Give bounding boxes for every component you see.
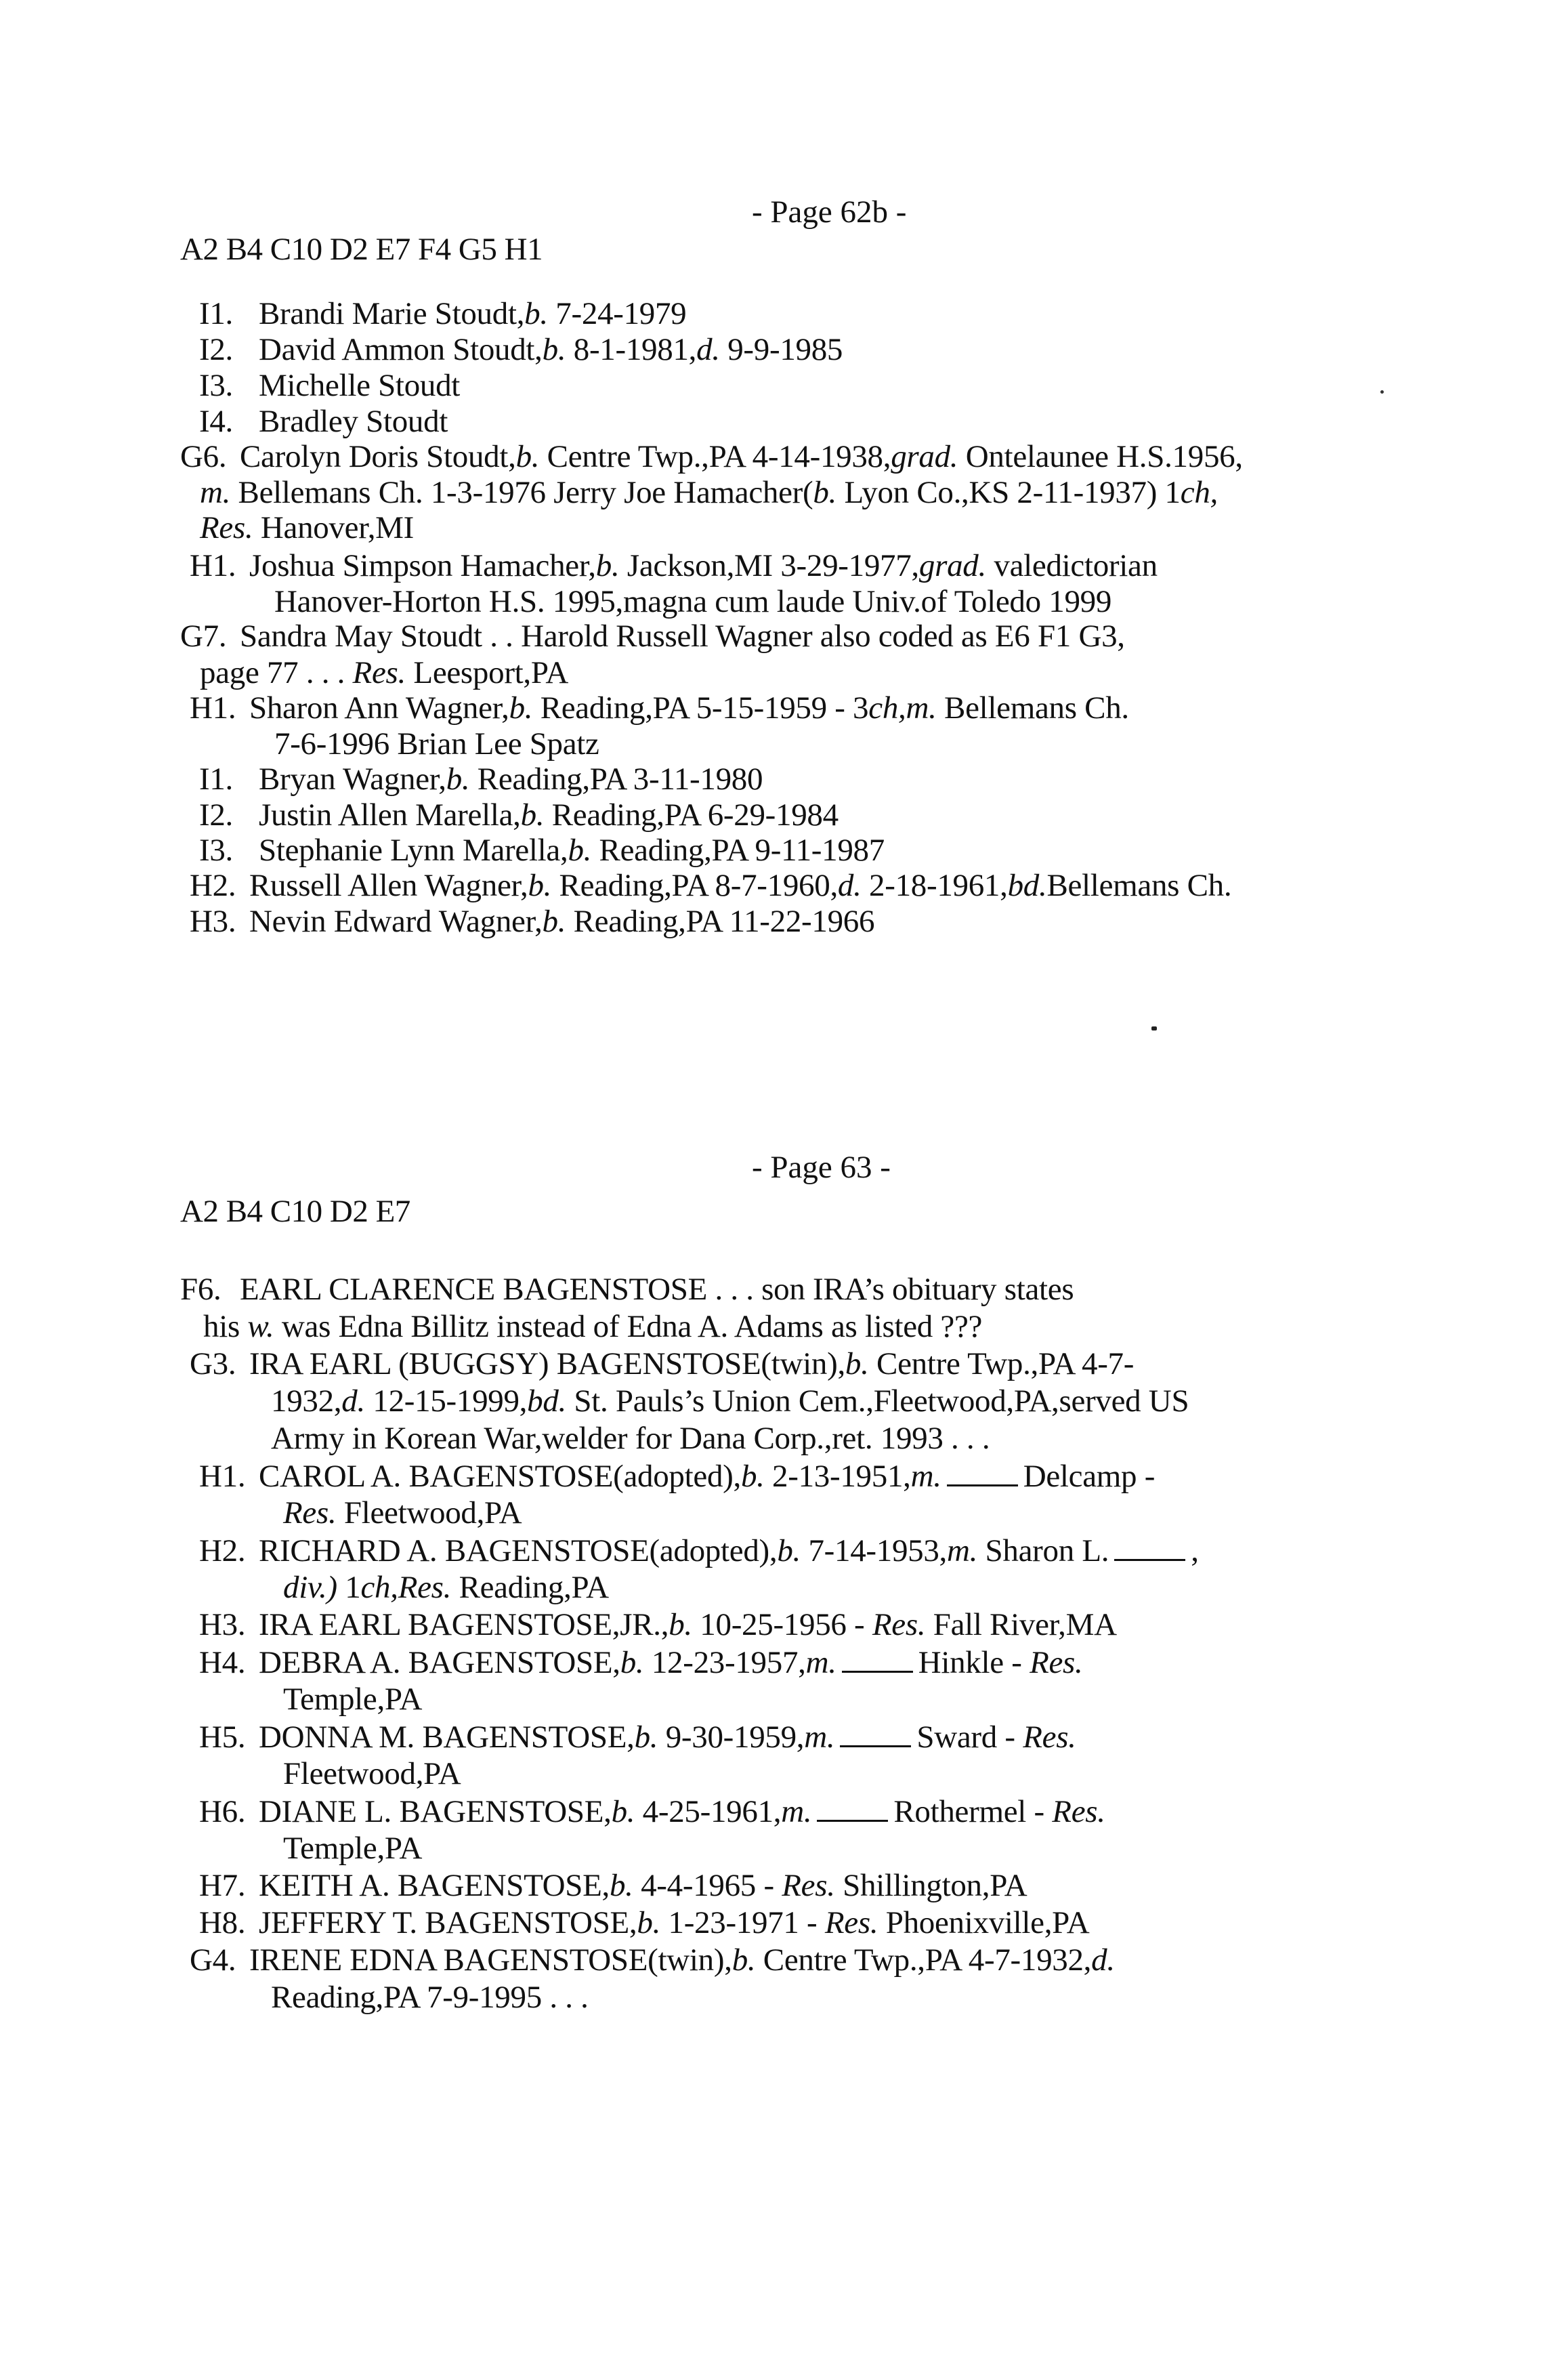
entry-text: DEBRA A. BAGENSTOSE,: [259, 1645, 620, 1680]
entry-line: [203, 1311, 982, 1343]
entry-line: [190, 870, 1231, 902]
entry-text: Reading,PA: [451, 1570, 609, 1605]
abbreviation: m.: [805, 1645, 836, 1680]
entry-text: Lyon Co.,KS 2-11-1937) 1: [836, 475, 1181, 510]
entry-text: RICHARD A. BAGENSTOSE(adopted),: [259, 1533, 778, 1568]
abbreviation: d.: [1091, 1942, 1115, 1978]
entry-text: Joshua Simpson Hamacher,: [249, 548, 596, 583]
entry-text: valedictorian: [986, 548, 1158, 583]
generation-code: F6.: [180, 1272, 221, 1307]
entry-line: [180, 621, 1125, 652]
entry-line: [200, 657, 568, 689]
abbreviation: m.: [200, 475, 231, 510]
entry-line: [199, 1609, 1117, 1641]
entry-text: Fleetwood,PA: [283, 1756, 461, 1791]
entry-text: Michelle Stoudt: [259, 368, 461, 403]
generation-code-header: A2 B4 C10 D2 E7: [180, 1194, 410, 1229]
abbreviation: b.: [515, 439, 540, 474]
entry-text: KEITH A. BAGENSTOSE,: [259, 1868, 610, 1903]
entry-line: [190, 1944, 1115, 1976]
entry-text: 12-15-1999,: [364, 1383, 528, 1419]
generation-code: G7.: [180, 619, 227, 654]
entry-text: was Edna Billitz instead of Edna A. Adams as listed ???: [274, 1309, 983, 1344]
entry-text: CAROL A. BAGENSTOSE(adopted),: [259, 1459, 741, 1494]
entry-line: [199, 799, 839, 831]
abbreviation: Res.: [352, 655, 406, 690]
abbreviation: b.: [620, 1645, 644, 1680]
abbreviation: Res.: [200, 510, 253, 545]
abbreviation: b.: [509, 690, 533, 726]
entry-text: Centre Twp.,PA 4-14-1938,: [539, 439, 891, 474]
entry-line: [199, 764, 763, 795]
blank-name-line: [842, 1646, 913, 1673]
abbreviation: b.: [595, 548, 620, 583]
entry-text: Ontelaunee H.S.1956,: [958, 439, 1243, 474]
abbreviation: b.: [528, 868, 552, 903]
generation-code: I3.: [199, 368, 234, 403]
entry-text: Russell Allen Wagner,: [249, 868, 528, 903]
entry-line: [271, 1383, 1189, 1419]
generation-code: G3.: [190, 1346, 236, 1381]
entry-text: Rothermel -: [893, 1794, 1053, 1829]
entry-text: 10-25-1956 -: [692, 1607, 872, 1642]
entry-text: Shillington,PA: [834, 1868, 1027, 1903]
entry-text: Jackson,MI 3-29-1977,: [619, 548, 919, 583]
generation-code: I2.: [199, 332, 234, 367]
abbreviation: m.: [947, 1533, 978, 1568]
entry-text: 7-6-1996 Brian Lee Spatz: [274, 726, 599, 762]
entry-line: [199, 1795, 1105, 1828]
entry-text: DONNA M. BAGENSTOSE,: [259, 1720, 635, 1755]
entry-text: Bellemans Ch. 1-3-1976 Jerry Joe Hamacher(: [230, 475, 813, 510]
abbreviation: d.: [837, 868, 862, 903]
entry-text: 7-24-1979: [547, 296, 687, 331]
generation-code: H4.: [199, 1645, 246, 1680]
entry-text: Bellemans Ch.: [1046, 868, 1232, 903]
entry-text: Centre Twp.,PA 4-7-1932,: [755, 1942, 1092, 1978]
abbreviation: b.: [524, 296, 548, 331]
abbreviation: bd.: [1007, 868, 1047, 903]
entry-line: [180, 441, 1243, 473]
entry-line: [199, 334, 843, 366]
entry-text: 4-4-1965 -: [633, 1868, 782, 1903]
entry-line: [283, 1497, 522, 1529]
generation-code: H1.: [190, 690, 236, 726]
entry-text: Fall River,MA: [925, 1607, 1117, 1642]
entry-text: IRENE EDNA BAGENSTOSE(twin),: [249, 1942, 732, 1978]
blank-name-line: [1114, 1535, 1185, 1561]
abbreviation: grad.: [918, 548, 986, 583]
entry-text: Reading,PA 8-7-1960,: [551, 868, 838, 903]
entry-text: JEFFERY T. BAGENSTOSE,: [259, 1905, 637, 1940]
entry-text: 1932,: [271, 1383, 342, 1419]
entry-text: page 77 . . .: [200, 655, 353, 690]
entry-text: Hanover,MI: [253, 510, 414, 545]
entry-line: [274, 728, 599, 760]
abbreviation: b.: [611, 1794, 635, 1829]
abbreviation: b.: [446, 762, 470, 797]
generation-code: I3.: [199, 833, 234, 868]
abbreviation: m.: [781, 1794, 812, 1829]
abbreviation: b.: [542, 904, 566, 939]
entry-text: Reading,PA 11-22-1966: [566, 904, 875, 939]
entry-text: 12-23-1957,: [643, 1645, 806, 1680]
entry-line: [190, 692, 1129, 724]
abbreviation: bd.: [527, 1383, 566, 1419]
entry-text: Nevin Edward Wagner,: [249, 904, 543, 939]
entry-text: . . . son IRA’s obituary states: [707, 1272, 1074, 1307]
blank-name-line: [840, 1721, 911, 1747]
abbreviation: ch,Res.: [360, 1570, 452, 1605]
entry-text: Army in Korean War,welder for Dana Corp.,ret. 1993: [271, 1421, 944, 1456]
entry-line: [199, 1870, 1027, 1902]
abbreviation: Res.: [1023, 1720, 1076, 1755]
entry-text: St. Pauls’s Union Cem.,Fleetwood,PA,served US: [566, 1383, 1189, 1419]
entry-line: [199, 1460, 1155, 1493]
abbreviation: b.: [637, 1905, 661, 1940]
entry-text: Reading,PA 9-11-1987: [591, 833, 885, 868]
entry-text: David Ammon Stoudt,: [259, 332, 543, 367]
abbreviation: Res.: [782, 1868, 835, 1903]
entry-text: IRA EARL (BUGGSY) BAGENSTOSE(twin),: [249, 1346, 845, 1381]
stray-mark: [1380, 390, 1384, 394]
generation-code: H3.: [199, 1607, 246, 1642]
abbreviation: b.: [777, 1533, 801, 1568]
entry-text: Temple,PA: [283, 1682, 423, 1717]
entry-text: 1-23-1971 -: [660, 1905, 825, 1940]
page-number-label: - Page 63 -: [752, 1150, 891, 1185]
abbreviation: b.: [813, 475, 836, 510]
abbreviation: div.): [283, 1570, 337, 1605]
entry-text: Justin Allen Marella,: [259, 797, 521, 833]
abbreviation: d.: [341, 1383, 365, 1419]
entry-line: [190, 1348, 1134, 1380]
entry-line: [271, 1423, 990, 1455]
entry-line: [199, 1721, 1076, 1753]
entry-line: [180, 1274, 1074, 1306]
abbreviation: b.: [732, 1942, 756, 1978]
generation-code: H1.: [190, 548, 236, 583]
abbreviation: m.: [910, 1459, 941, 1494]
entry-text: Hinkle -: [918, 1645, 1030, 1680]
entry-text: his: [203, 1309, 248, 1344]
generation-code: G6.: [180, 439, 227, 474]
generation-code: H8.: [199, 1905, 246, 1940]
generation-code: H7.: [199, 1868, 246, 1903]
entry-line: [199, 1646, 1082, 1679]
entry-line: [199, 835, 885, 867]
entry-text: . . .: [541, 1980, 589, 2015]
entry-text: Bryan Wagner,: [259, 762, 446, 797]
generation-code: H3.: [190, 904, 236, 939]
entry-line: [190, 550, 1158, 582]
abbreviation: w.: [247, 1309, 274, 1344]
entry-line: [199, 298, 686, 330]
abbreviation: b.: [568, 833, 592, 868]
entry-text: ,: [1191, 1533, 1199, 1568]
abbreviation: ch,m.: [868, 690, 937, 726]
entry-text: 7-14-1953,: [801, 1533, 948, 1568]
entry-line: [283, 1833, 422, 1865]
entry-text: Leesport,PA: [405, 655, 569, 690]
blank-name-line: [947, 1460, 1018, 1486]
entry-line: [199, 1907, 1089, 1939]
entry-text: . . .: [943, 1421, 990, 1456]
entry-line: [199, 406, 448, 438]
entry-text: Stephanie Lynn Marella,: [259, 833, 568, 868]
entry-text: Delcamp -: [1023, 1459, 1156, 1494]
abbreviation: b.: [609, 1868, 633, 1903]
entry-text: 2-13-1951,: [764, 1459, 911, 1494]
entry-line: [283, 1758, 461, 1790]
abbreviation: grad.: [891, 439, 958, 474]
abbreviation: b.: [634, 1720, 658, 1755]
blank-name-line: [817, 1795, 888, 1822]
generation-code: I1.: [199, 762, 234, 797]
entry-text: DIANE L. BAGENSTOSE,: [259, 1794, 612, 1829]
entry-text: Bellemans Ch.: [936, 690, 1129, 726]
abbreviation: b.: [845, 1346, 869, 1381]
entry-text: Reading,PA 5-15-1959 - 3: [532, 690, 869, 726]
abbreviation: b.: [740, 1459, 765, 1494]
entry-text: Sharon L.: [977, 1533, 1109, 1568]
entry-line: [283, 1684, 422, 1715]
abbreviation: ch,: [1180, 475, 1218, 510]
entry-line: [271, 1982, 589, 2014]
entry-text: Bradley Stoudt: [259, 404, 448, 439]
abbreviation: Res.: [1052, 1794, 1105, 1829]
abbreviation: Res.: [1030, 1645, 1083, 1680]
entry-line: [190, 906, 874, 938]
entry-text: Sharon Ann Wagner,: [249, 690, 509, 726]
stray-mark: [1151, 1026, 1157, 1030]
entry-line: [200, 477, 1218, 509]
entry-text: Hanover-Horton H.S. 1995,magna cum laude Univ.of Toledo 1999: [274, 584, 1112, 619]
generation-code: H5.: [199, 1720, 246, 1755]
generation-code: H2.: [199, 1533, 246, 1568]
abbreviation: Res.: [283, 1495, 337, 1531]
abbreviation: b.: [542, 332, 566, 367]
entry-text: Brandi Marie Stoudt,: [259, 296, 525, 331]
abbreviation: b.: [520, 797, 545, 833]
entry-text: IRA EARL BAGENSTOSE,JR.,: [259, 1607, 669, 1642]
generation-code-header: A2 B4 C10 D2 E7 F4 G5 H1: [180, 232, 543, 267]
entry-text: Carolyn Doris Stoudt,: [240, 439, 516, 474]
entry-line: [200, 512, 414, 544]
entry-text: 2-18-1961,: [861, 868, 1008, 903]
abbreviation: m.: [804, 1720, 835, 1755]
abbreviation: d.: [696, 332, 720, 367]
entry-text: Temple,PA: [283, 1831, 423, 1866]
entry-text: 1: [337, 1570, 361, 1605]
entry-text: EARL CLARENCE BAGENSTOSE: [240, 1272, 707, 1307]
generation-code: I2.: [199, 797, 234, 833]
entry-text: 9-30-1959,: [658, 1720, 805, 1755]
generation-code: H1.: [199, 1459, 246, 1494]
entry-text: Fleetwood,PA: [336, 1495, 522, 1531]
generation-code: I4.: [199, 404, 234, 439]
entry-text: Sward -: [916, 1720, 1023, 1755]
entry-text: . . Harold Russell Wagner also coded as E6 F1 G3,: [482, 619, 1125, 654]
entry-text: Sandra May Stoudt: [240, 619, 482, 654]
abbreviation: b.: [669, 1607, 692, 1642]
entry-text: Phoenixville,PA: [878, 1905, 1090, 1940]
abbreviation: Res.: [824, 1905, 878, 1940]
page-number-label: - Page 62b -: [752, 194, 907, 230]
entry-text: 4-25-1961,: [635, 1794, 782, 1829]
generation-code: H6.: [199, 1794, 246, 1829]
entry-text: Centre Twp.,PA 4-7-: [868, 1346, 1135, 1381]
entry-line: [199, 370, 460, 402]
generation-code: G4.: [190, 1942, 236, 1978]
generation-code: I1.: [199, 296, 234, 331]
entry-line: [283, 1572, 609, 1604]
generation-code: H2.: [190, 868, 236, 903]
abbreviation: Res.: [872, 1607, 926, 1642]
entry-line: [274, 586, 1111, 618]
entry-text: 8-1-1981,: [566, 332, 697, 367]
entry-line: [199, 1535, 1199, 1567]
entry-text: Reading,PA 7-9-1995: [271, 1980, 542, 2015]
entry-text: 9-9-1985: [719, 332, 843, 367]
entry-text: Reading,PA 6-29-1984: [544, 797, 839, 833]
entry-text: Reading,PA 3-11-1980: [469, 762, 763, 797]
